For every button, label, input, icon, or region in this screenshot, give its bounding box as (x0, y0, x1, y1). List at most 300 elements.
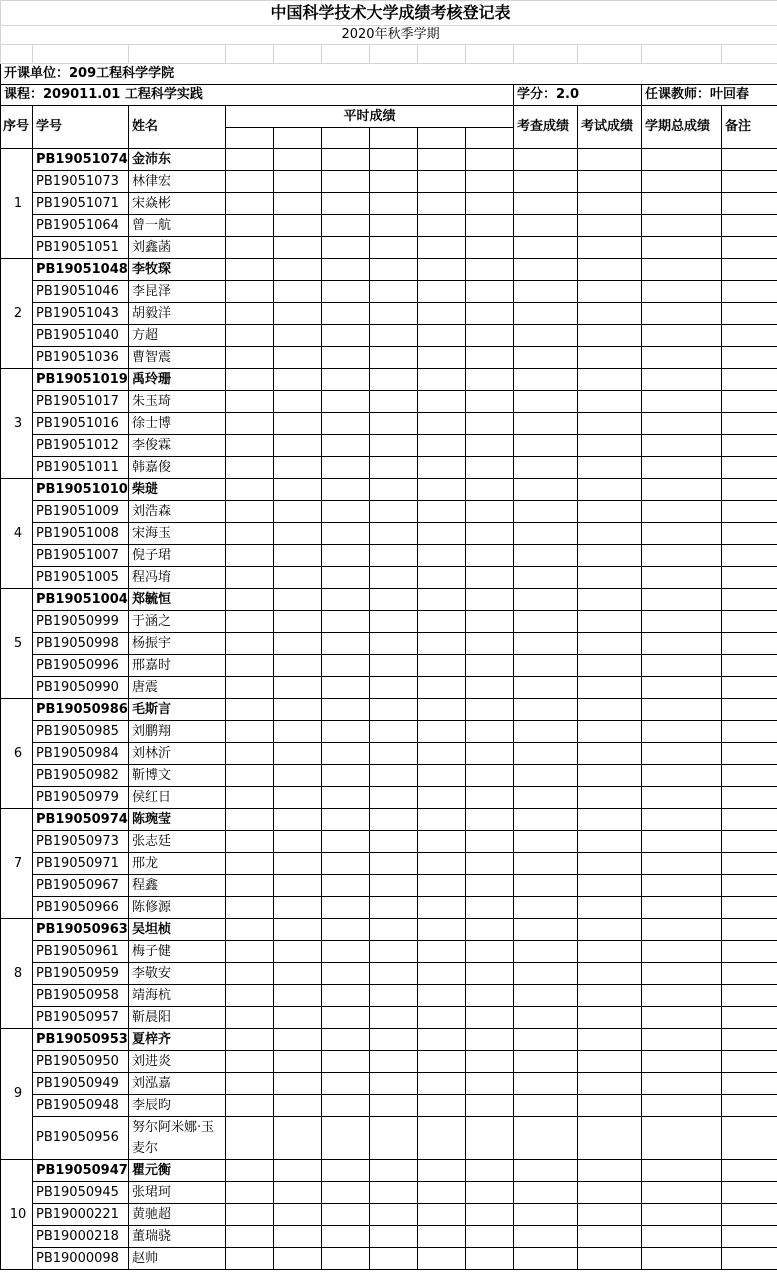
regular-score-2-cell[interactable] (274, 1117, 322, 1160)
regular-score-5-cell[interactable] (418, 1204, 466, 1226)
regular-score-3-cell[interactable] (322, 1182, 370, 1204)
regular-score-2-cell[interactable] (274, 369, 322, 391)
check-score-cell[interactable] (514, 347, 578, 369)
regular-score-6-cell[interactable] (466, 347, 514, 369)
total-score-cell[interactable] (642, 853, 722, 875)
exam-score-cell[interactable] (578, 677, 642, 699)
regular-score-2-cell[interactable] (274, 259, 322, 281)
regular-score-1-cell[interactable] (226, 281, 274, 303)
regular-score-4-cell[interactable] (370, 633, 418, 655)
empty-cell[interactable] (642, 45, 722, 64)
remark-cell[interactable] (722, 633, 777, 655)
regular-score-4-cell[interactable] (370, 171, 418, 193)
remark-cell[interactable] (722, 1182, 777, 1204)
remark-cell[interactable] (722, 1160, 777, 1182)
total-score-cell[interactable] (642, 1029, 722, 1051)
regular-score-2-cell[interactable] (274, 941, 322, 963)
regular-score-3-cell[interactable] (322, 985, 370, 1007)
regular-score-4-cell[interactable] (370, 1182, 418, 1204)
remark-cell[interactable] (722, 413, 777, 435)
remark-cell[interactable] (722, 677, 777, 699)
regular-score-4-cell[interactable] (370, 721, 418, 743)
regular-score-3-cell[interactable] (322, 941, 370, 963)
regular-score-3-cell[interactable] (322, 567, 370, 589)
regular-score-5-cell[interactable] (418, 1029, 466, 1051)
exam-score-cell[interactable] (578, 699, 642, 721)
regular-score-5-cell[interactable] (418, 281, 466, 303)
exam-score-cell[interactable] (578, 479, 642, 501)
regular-score-5-cell[interactable] (418, 919, 466, 941)
exam-score-cell[interactable] (578, 963, 642, 985)
regular-score-6-cell[interactable] (466, 215, 514, 237)
regular-score-4-cell[interactable] (370, 237, 418, 259)
total-score-cell[interactable] (642, 149, 722, 171)
check-score-cell[interactable] (514, 501, 578, 523)
exam-score-cell[interactable] (578, 655, 642, 677)
empty-cell[interactable] (1, 45, 33, 64)
regular-score-4-cell[interactable] (370, 611, 418, 633)
remark-cell[interactable] (722, 281, 777, 303)
regular-score-4-cell[interactable] (370, 787, 418, 809)
regular-score-2-cell[interactable] (274, 149, 322, 171)
regular-score-6-cell[interactable] (466, 1029, 514, 1051)
regular-score-4-cell[interactable] (370, 325, 418, 347)
total-score-cell[interactable] (642, 215, 722, 237)
regular-score-6-cell[interactable] (466, 1117, 514, 1160)
remark-cell[interactable] (722, 325, 777, 347)
regular-score-5-cell[interactable] (418, 963, 466, 985)
empty-cell[interactable] (274, 45, 322, 64)
regular-score-3-cell[interactable] (322, 1073, 370, 1095)
regular-score-3-cell[interactable] (322, 787, 370, 809)
total-score-cell[interactable] (642, 633, 722, 655)
regular-score-3-cell[interactable] (322, 215, 370, 237)
regular-score-5-cell[interactable] (418, 765, 466, 787)
regular-score-4-cell[interactable] (370, 853, 418, 875)
regular-score-4-cell[interactable] (370, 193, 418, 215)
exam-score-cell[interactable] (578, 787, 642, 809)
regular-score-4-cell[interactable] (370, 1029, 418, 1051)
total-score-cell[interactable] (642, 787, 722, 809)
check-score-cell[interactable] (514, 853, 578, 875)
check-score-cell[interactable] (514, 743, 578, 765)
check-score-cell[interactable] (514, 325, 578, 347)
regular-score-1-cell[interactable] (226, 743, 274, 765)
exam-score-cell[interactable] (578, 1095, 642, 1117)
exam-score-cell[interactable] (578, 215, 642, 237)
regular-score-6-cell[interactable] (466, 1160, 514, 1182)
total-score-cell[interactable] (642, 809, 722, 831)
regular-score-4-cell[interactable] (370, 545, 418, 567)
regular-score-2-cell[interactable] (274, 1204, 322, 1226)
regular-score-6-cell[interactable] (466, 1182, 514, 1204)
regular-score-col-4[interactable] (370, 128, 418, 149)
regular-score-5-cell[interactable] (418, 1160, 466, 1182)
exam-score-cell[interactable] (578, 985, 642, 1007)
regular-score-4-cell[interactable] (370, 699, 418, 721)
regular-score-1-cell[interactable] (226, 501, 274, 523)
regular-score-1-cell[interactable] (226, 875, 274, 897)
total-score-cell[interactable] (642, 721, 722, 743)
regular-score-3-cell[interactable] (322, 1248, 370, 1270)
regular-score-6-cell[interactable] (466, 699, 514, 721)
exam-score-cell[interactable] (578, 325, 642, 347)
regular-score-4-cell[interactable] (370, 831, 418, 853)
total-score-cell[interactable] (642, 875, 722, 897)
remark-cell[interactable] (722, 919, 777, 941)
regular-score-2-cell[interactable] (274, 963, 322, 985)
regular-score-1-cell[interactable] (226, 611, 274, 633)
empty-cell[interactable] (322, 45, 370, 64)
remark-cell[interactable] (722, 501, 777, 523)
regular-score-6-cell[interactable] (466, 765, 514, 787)
check-score-cell[interactable] (514, 237, 578, 259)
regular-score-1-cell[interactable] (226, 831, 274, 853)
regular-score-3-cell[interactable] (322, 325, 370, 347)
regular-score-5-cell[interactable] (418, 193, 466, 215)
regular-score-2-cell[interactable] (274, 457, 322, 479)
regular-score-1-cell[interactable] (226, 919, 274, 941)
regular-score-1-cell[interactable] (226, 963, 274, 985)
remark-cell[interactable] (722, 1226, 777, 1248)
total-score-cell[interactable] (642, 391, 722, 413)
remark-cell[interactable] (722, 523, 777, 545)
check-score-cell[interactable] (514, 193, 578, 215)
regular-score-2-cell[interactable] (274, 567, 322, 589)
remark-cell[interactable] (722, 941, 777, 963)
exam-score-cell[interactable] (578, 765, 642, 787)
remark-cell[interactable] (722, 1029, 777, 1051)
regular-score-5-cell[interactable] (418, 369, 466, 391)
total-score-cell[interactable] (642, 369, 722, 391)
regular-score-6-cell[interactable] (466, 567, 514, 589)
regular-score-2-cell[interactable] (274, 237, 322, 259)
regular-score-6-cell[interactable] (466, 787, 514, 809)
regular-score-5-cell[interactable] (418, 171, 466, 193)
empty-cell[interactable] (722, 45, 777, 64)
check-score-cell[interactable] (514, 545, 578, 567)
regular-score-1-cell[interactable] (226, 721, 274, 743)
regular-score-2-cell[interactable] (274, 347, 322, 369)
regular-score-4-cell[interactable] (370, 149, 418, 171)
regular-score-2-cell[interactable] (274, 1248, 322, 1270)
remark-cell[interactable] (722, 369, 777, 391)
regular-score-1-cell[interactable] (226, 1117, 274, 1160)
remark-cell[interactable] (722, 237, 777, 259)
regular-score-4-cell[interactable] (370, 941, 418, 963)
remark-cell[interactable] (722, 589, 777, 611)
regular-score-3-cell[interactable] (322, 523, 370, 545)
regular-score-3-cell[interactable] (322, 259, 370, 281)
regular-score-4-cell[interactable] (370, 1095, 418, 1117)
regular-score-2-cell[interactable] (274, 303, 322, 325)
total-score-cell[interactable] (642, 831, 722, 853)
remark-cell[interactable] (722, 699, 777, 721)
remark-cell[interactable] (722, 149, 777, 171)
remark-cell[interactable] (722, 809, 777, 831)
remark-cell[interactable] (722, 1095, 777, 1117)
remark-cell[interactable] (722, 1248, 777, 1270)
regular-score-4-cell[interactable] (370, 413, 418, 435)
check-score-cell[interactable] (514, 369, 578, 391)
regular-score-5-cell[interactable] (418, 303, 466, 325)
regular-score-4-cell[interactable] (370, 281, 418, 303)
total-score-cell[interactable] (642, 435, 722, 457)
exam-score-cell[interactable] (578, 457, 642, 479)
regular-score-1-cell[interactable] (226, 633, 274, 655)
regular-score-1-cell[interactable] (226, 215, 274, 237)
remark-cell[interactable] (722, 963, 777, 985)
check-score-cell[interactable] (514, 1007, 578, 1029)
regular-score-3-cell[interactable] (322, 501, 370, 523)
remark-cell[interactable] (722, 1204, 777, 1226)
regular-score-2-cell[interactable] (274, 589, 322, 611)
remark-cell[interactable] (722, 721, 777, 743)
exam-score-cell[interactable] (578, 259, 642, 281)
regular-score-6-cell[interactable] (466, 237, 514, 259)
regular-score-col-5[interactable] (418, 128, 466, 149)
regular-score-2-cell[interactable] (274, 1073, 322, 1095)
exam-score-cell[interactable] (578, 149, 642, 171)
check-score-cell[interactable] (514, 831, 578, 853)
regular-score-6-cell[interactable] (466, 149, 514, 171)
regular-score-6-cell[interactable] (466, 171, 514, 193)
regular-score-3-cell[interactable] (322, 1160, 370, 1182)
regular-score-3-cell[interactable] (322, 589, 370, 611)
regular-score-col-3[interactable] (322, 128, 370, 149)
regular-score-4-cell[interactable] (370, 391, 418, 413)
regular-score-2-cell[interactable] (274, 633, 322, 655)
regular-score-4-cell[interactable] (370, 897, 418, 919)
exam-score-cell[interactable] (578, 369, 642, 391)
regular-score-3-cell[interactable] (322, 809, 370, 831)
check-score-cell[interactable] (514, 721, 578, 743)
regular-score-2-cell[interactable] (274, 479, 322, 501)
remark-cell[interactable] (722, 259, 777, 281)
check-score-cell[interactable] (514, 303, 578, 325)
total-score-cell[interactable] (642, 1051, 722, 1073)
regular-score-2-cell[interactable] (274, 677, 322, 699)
empty-cell[interactable] (418, 45, 466, 64)
regular-score-4-cell[interactable] (370, 589, 418, 611)
regular-score-1-cell[interactable] (226, 369, 274, 391)
regular-score-1-cell[interactable] (226, 193, 274, 215)
regular-score-6-cell[interactable] (466, 1007, 514, 1029)
remark-cell[interactable] (722, 743, 777, 765)
regular-score-4-cell[interactable] (370, 501, 418, 523)
regular-score-5-cell[interactable] (418, 875, 466, 897)
exam-score-cell[interactable] (578, 523, 642, 545)
check-score-cell[interactable] (514, 655, 578, 677)
regular-score-6-cell[interactable] (466, 897, 514, 919)
regular-score-3-cell[interactable] (322, 677, 370, 699)
check-score-cell[interactable] (514, 1204, 578, 1226)
remark-cell[interactable] (722, 985, 777, 1007)
exam-score-cell[interactable] (578, 1051, 642, 1073)
regular-score-5-cell[interactable] (418, 1051, 466, 1073)
regular-score-6-cell[interactable] (466, 413, 514, 435)
regular-score-6-cell[interactable] (466, 501, 514, 523)
remark-cell[interactable] (722, 391, 777, 413)
total-score-cell[interactable] (642, 1117, 722, 1160)
total-score-cell[interactable] (642, 941, 722, 963)
regular-score-2-cell[interactable] (274, 501, 322, 523)
exam-score-cell[interactable] (578, 303, 642, 325)
regular-score-6-cell[interactable] (466, 633, 514, 655)
regular-score-5-cell[interactable] (418, 1095, 466, 1117)
empty-cell[interactable] (514, 45, 578, 64)
total-score-cell[interactable] (642, 743, 722, 765)
regular-score-3-cell[interactable] (322, 1007, 370, 1029)
regular-score-5-cell[interactable] (418, 567, 466, 589)
regular-score-1-cell[interactable] (226, 897, 274, 919)
total-score-cell[interactable] (642, 237, 722, 259)
regular-score-4-cell[interactable] (370, 677, 418, 699)
regular-score-6-cell[interactable] (466, 919, 514, 941)
regular-score-1-cell[interactable] (226, 941, 274, 963)
regular-score-1-cell[interactable] (226, 1160, 274, 1182)
exam-score-cell[interactable] (578, 1160, 642, 1182)
check-score-cell[interactable] (514, 215, 578, 237)
regular-score-4-cell[interactable] (370, 809, 418, 831)
total-score-cell[interactable] (642, 193, 722, 215)
regular-score-1-cell[interactable] (226, 809, 274, 831)
regular-score-5-cell[interactable] (418, 1007, 466, 1029)
regular-score-6-cell[interactable] (466, 963, 514, 985)
regular-score-3-cell[interactable] (322, 1051, 370, 1073)
check-score-cell[interactable] (514, 567, 578, 589)
check-score-cell[interactable] (514, 1051, 578, 1073)
exam-score-cell[interactable] (578, 1117, 642, 1160)
exam-score-cell[interactable] (578, 347, 642, 369)
regular-score-3-cell[interactable] (322, 435, 370, 457)
regular-score-6-cell[interactable] (466, 985, 514, 1007)
exam-score-cell[interactable] (578, 633, 642, 655)
regular-score-2-cell[interactable] (274, 1007, 322, 1029)
regular-score-3-cell[interactable] (322, 765, 370, 787)
check-score-cell[interactable] (514, 149, 578, 171)
exam-score-cell[interactable] (578, 831, 642, 853)
regular-score-1-cell[interactable] (226, 171, 274, 193)
regular-score-1-cell[interactable] (226, 1095, 274, 1117)
total-score-cell[interactable] (642, 699, 722, 721)
regular-score-6-cell[interactable] (466, 281, 514, 303)
regular-score-3-cell[interactable] (322, 347, 370, 369)
regular-score-4-cell[interactable] (370, 1117, 418, 1160)
total-score-cell[interactable] (642, 1073, 722, 1095)
regular-score-4-cell[interactable] (370, 875, 418, 897)
regular-score-1-cell[interactable] (226, 479, 274, 501)
regular-score-2-cell[interactable] (274, 545, 322, 567)
total-score-cell[interactable] (642, 567, 722, 589)
regular-score-6-cell[interactable] (466, 875, 514, 897)
regular-score-3-cell[interactable] (322, 897, 370, 919)
regular-score-2-cell[interactable] (274, 655, 322, 677)
remark-cell[interactable] (722, 567, 777, 589)
total-score-cell[interactable] (642, 897, 722, 919)
regular-score-2-cell[interactable] (274, 391, 322, 413)
regular-score-3-cell[interactable] (322, 853, 370, 875)
regular-score-6-cell[interactable] (466, 743, 514, 765)
regular-score-6-cell[interactable] (466, 1051, 514, 1073)
regular-score-4-cell[interactable] (370, 347, 418, 369)
remark-cell[interactable] (722, 787, 777, 809)
exam-score-cell[interactable] (578, 1073, 642, 1095)
check-score-cell[interactable] (514, 941, 578, 963)
regular-score-1-cell[interactable] (226, 325, 274, 347)
check-score-cell[interactable] (514, 1073, 578, 1095)
total-score-cell[interactable] (642, 1160, 722, 1182)
regular-score-5-cell[interactable] (418, 809, 466, 831)
regular-score-6-cell[interactable] (466, 809, 514, 831)
check-score-cell[interactable] (514, 589, 578, 611)
check-score-cell[interactable] (514, 765, 578, 787)
regular-score-1-cell[interactable] (226, 1007, 274, 1029)
empty-cell[interactable] (226, 45, 274, 64)
regular-score-1-cell[interactable] (226, 765, 274, 787)
total-score-cell[interactable] (642, 1007, 722, 1029)
regular-score-2-cell[interactable] (274, 435, 322, 457)
regular-score-4-cell[interactable] (370, 1204, 418, 1226)
regular-score-3-cell[interactable] (322, 919, 370, 941)
regular-score-3-cell[interactable] (322, 611, 370, 633)
regular-score-3-cell[interactable] (322, 831, 370, 853)
regular-score-5-cell[interactable] (418, 545, 466, 567)
remark-cell[interactable] (722, 171, 777, 193)
total-score-cell[interactable] (642, 303, 722, 325)
check-score-cell[interactable] (514, 1160, 578, 1182)
regular-score-5-cell[interactable] (418, 897, 466, 919)
empty-cell[interactable] (370, 45, 418, 64)
regular-score-3-cell[interactable] (322, 457, 370, 479)
exam-score-cell[interactable] (578, 611, 642, 633)
total-score-cell[interactable] (642, 1095, 722, 1117)
regular-score-1-cell[interactable] (226, 435, 274, 457)
regular-score-3-cell[interactable] (322, 303, 370, 325)
empty-cell[interactable] (466, 45, 514, 64)
regular-score-1-cell[interactable] (226, 1073, 274, 1095)
total-score-cell[interactable] (642, 919, 722, 941)
check-score-cell[interactable] (514, 523, 578, 545)
regular-score-col-2[interactable] (274, 128, 322, 149)
total-score-cell[interactable] (642, 347, 722, 369)
remark-cell[interactable] (722, 435, 777, 457)
regular-score-3-cell[interactable] (322, 699, 370, 721)
total-score-cell[interactable] (642, 457, 722, 479)
regular-score-5-cell[interactable] (418, 1248, 466, 1270)
regular-score-5-cell[interactable] (418, 501, 466, 523)
remark-cell[interactable] (722, 897, 777, 919)
regular-score-5-cell[interactable] (418, 1182, 466, 1204)
exam-score-cell[interactable] (578, 919, 642, 941)
regular-score-6-cell[interactable] (466, 303, 514, 325)
regular-score-1-cell[interactable] (226, 699, 274, 721)
regular-score-1-cell[interactable] (226, 677, 274, 699)
regular-score-5-cell[interactable] (418, 237, 466, 259)
regular-score-6-cell[interactable] (466, 457, 514, 479)
total-score-cell[interactable] (642, 1204, 722, 1226)
empty-cell[interactable] (129, 45, 226, 64)
remark-cell[interactable] (722, 457, 777, 479)
regular-score-6-cell[interactable] (466, 1226, 514, 1248)
total-score-cell[interactable] (642, 1226, 722, 1248)
regular-score-5-cell[interactable] (418, 259, 466, 281)
exam-score-cell[interactable] (578, 1226, 642, 1248)
regular-score-6-cell[interactable] (466, 545, 514, 567)
check-score-cell[interactable] (514, 1226, 578, 1248)
regular-score-5-cell[interactable] (418, 985, 466, 1007)
regular-score-5-cell[interactable] (418, 1117, 466, 1160)
